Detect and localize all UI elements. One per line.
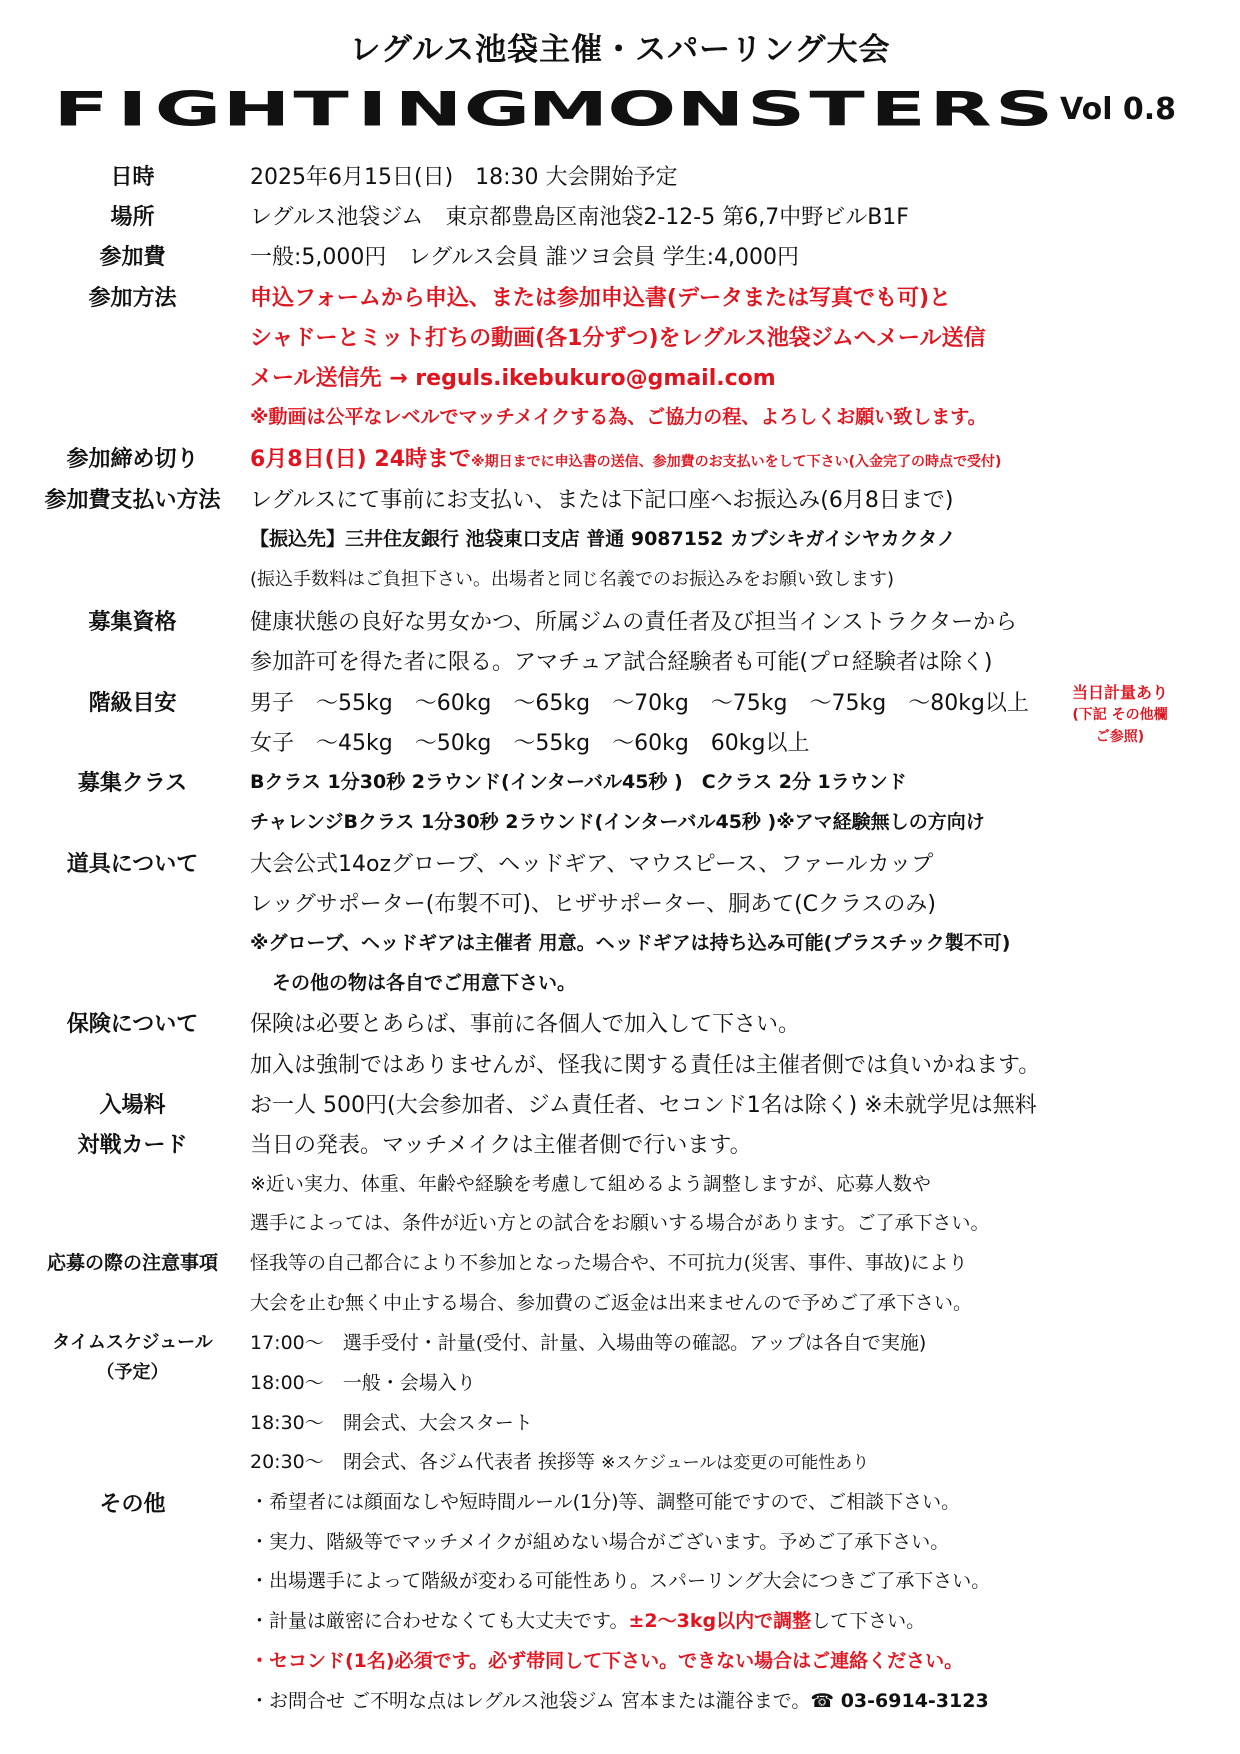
other-line4-c: して下さい。	[811, 1610, 926, 1632]
value-insurance-line1: 保険は必要とあらば、事前に各個人で加入して下さい。	[250, 1012, 801, 1037]
label-venue: 場所	[110, 205, 155, 230]
event-title	[52, 81, 1054, 138]
value-schedule-2030	[250, 1447, 869, 1474]
value-insurance-line2: 加入は強制ではありませんが、怪我に関する責任は主催者側では負いかねます。	[250, 1053, 1041, 1078]
weight-note-line3: ご参照)	[1095, 729, 1145, 745]
value-venue: レグルス池袋ジム 東京都豊島区南池袋2-12-5 第6,7中野ビルB1F	[250, 205, 909, 230]
label-eligibility: 募集資格	[88, 610, 177, 635]
value-payment-note: (振込手数料はご負担下さい。出場者と同じ名義でのお振込みをお願い致します)	[250, 569, 895, 590]
title-letter: H	[222, 81, 291, 138]
title-letter: G	[154, 81, 222, 138]
label-payment: 参加費支払い方法	[44, 488, 221, 513]
value-card-line3: 選手によっては、条件が近い方との試合をお願いする場合があります。ご了承下さい。	[250, 1212, 990, 1234]
value-class-line2: チャレンジBクラス 1分30秒 2ラウンド(インターバル45秒 )※アマ経験無しの方向け	[250, 811, 985, 833]
value-other-line6	[250, 1686, 989, 1713]
value-method-line1: 申込フォームから申込、または参加申込書(データまたは写真でも可)と	[250, 286, 952, 311]
value-schedule-1700: 17:00～ 選手受付・計量(受付、計量、入場曲等の確認。アップは各自で実施)	[250, 1332, 927, 1354]
title-letter: S	[746, 81, 806, 138]
label-method: 参加方法	[88, 286, 177, 311]
schedule-change-note: ※スケジュールは変更の可能性あり	[601, 1453, 870, 1473]
schedule-2030-text: 20:30～ 閉会式、各ジム代表者 挨拶等	[250, 1451, 602, 1473]
title-letter: M	[527, 81, 609, 138]
label-other: その他	[99, 1492, 166, 1517]
other-line6-contact: ・お問合せ ご不明な点はレグルス池袋ジム 宮本または瀧谷まで。	[250, 1690, 811, 1712]
title-letter: T	[293, 81, 349, 138]
label-equipment: 道具について	[66, 852, 199, 877]
title-letter: F	[53, 81, 109, 138]
event-subtitle: レグルス池袋主催・スパーリング大会	[349, 32, 891, 68]
title-letter: O	[606, 81, 676, 138]
value-method-note: ※動画は公平なレベルでマッチメイクする為、ご協力の程、よろしくお願い致します。	[250, 406, 987, 428]
value-eligibility-line2: 参加許可を得た者に限る。アマチュア試合経験者も可能(プロ経験者は除く)	[250, 650, 993, 675]
weight-note-line1: 当日計量あり	[1071, 683, 1168, 702]
label-insurance: 保険について	[66, 1012, 199, 1037]
label-notes: 応募の際の注意事項	[46, 1252, 218, 1274]
title-letter: R	[929, 81, 992, 138]
value-class-line1: Bクラス 1分30秒 2ラウンド(インターバル45秒 ) Cクラス 2分 1ラウンド	[250, 771, 907, 793]
value-equipment-line1: 大会公式14ozグローブ、ヘッドギア、マウスピース、ファールカップ	[250, 852, 934, 877]
other-line4-a: ・計量は厳密に合わせなくても大丈夫です。	[250, 1610, 629, 1632]
label-weight: 階級目安	[88, 691, 177, 716]
value-admission: お一人 500円(大会参加者、ジム責任者、セコンド1名は除く) ※未就学児は無料	[250, 1093, 1037, 1118]
value-other-line3: ・出場選手によって階級が変わる可能性あり。スパーリング大会につきご了承下さい。	[250, 1570, 991, 1592]
value-deadline	[250, 442, 1001, 473]
value-other-line4	[250, 1606, 925, 1633]
label-admission: 入場料	[99, 1093, 166, 1118]
value-card-line2: ※近い実力、体重、年齢や経験を考慮して組めるよう調整しますが、応募人数や	[250, 1173, 931, 1195]
title-letter: I	[357, 81, 388, 138]
value-bank-account: 【振込先】三井住友銀行 池袋東口支店 普通 9087152 カブシキガイシヤカクタノ	[250, 528, 956, 550]
deadline-note: ※期日までに申込書の送信、参加費のお支払いをして下さい(入金完了の時点で受付)	[471, 454, 1002, 470]
value-method-line2: シャドーとミット打ちの動画(各1分ずつ)をレグルス池袋ジムへメール送信	[250, 326, 986, 351]
value-schedule-1830: 18:30～ 開会式、大会スタート	[250, 1412, 533, 1434]
value-eligibility-line1: 健康状態の良好な男女かつ、所属ジムの責任者及び担当インストラクターから	[250, 610, 1018, 635]
value-fee: 一般:5,000円 レグルス会員 誰ツヨ会員 学生:4,000円	[250, 245, 800, 270]
title-letter: E	[869, 81, 926, 138]
value-equipment-line2: レッグサポーター(布製不可)、ヒザサポーター、胴あて(Cクラスのみ)	[250, 892, 936, 917]
value-other-line2: ・実力、階級等でマッチメイクが組めない場合がございます。予めご了承下さい。	[250, 1531, 950, 1553]
value-schedule-1800: 18:00～ 一般・会場入り	[250, 1372, 476, 1394]
label-class: 募集クラス	[77, 771, 188, 796]
title-letter: N	[676, 81, 745, 138]
label-deadline: 参加締め切り	[66, 447, 199, 472]
value-weight-women: 女子 ～45kg ～50kg ～55kg ～60kg 60kg以上	[250, 731, 810, 756]
weight-side-note	[1040, 682, 1200, 748]
other-line4-weight-tolerance: ±2～3kg以内で調整	[628, 1610, 812, 1632]
value-weight-men: 男子 ～55kg ～60kg ～65kg ～70kg ～75kg ～75kg ～80kg以上	[250, 691, 1029, 716]
title-letter: S	[994, 81, 1054, 138]
value-method-email[interactable]: メール送信先 → reguls.ikebukuro@gmail.com	[250, 366, 776, 391]
weight-note-line2: (下記 その他欄	[1072, 707, 1168, 723]
value-other-line1: ・希望者には顔面なしや短時間ルール(1分)等、調整可能ですので、ご相談下さい。	[250, 1491, 961, 1513]
volume-label: Vol 0.8	[1060, 92, 1177, 127]
value-equipment-note1: ※グローブ、ヘッドギアは主催者 用意。ヘッドギアは持ち込み可能(プラスチック製不可)	[250, 932, 1011, 954]
value-payment-line1: レグルスにて事前にお支払い、または下記口座へお振込み(6月8日まで)	[250, 488, 954, 513]
value-other-line5: ・セコンド(1名)必須です。必ず帯同して下さい。できない場合はご連絡ください。	[250, 1650, 964, 1672]
value-card-line1: 当日の発表。マッチメイクは主催者側で行います。	[250, 1133, 752, 1158]
label-schedule-tentative: （予定）	[96, 1362, 169, 1383]
title-letter: T	[809, 81, 866, 138]
label-card: 対戦カード	[77, 1133, 188, 1158]
value-date: 2025年6月15日(日) 18:30 大会開始予定	[250, 165, 678, 190]
value-notes-line2: 大会を止む無く中止する場合、参加費のご返金は出来ませんので予めご了承下さい。	[250, 1292, 973, 1314]
value-notes-line1: 怪我等の自己都合により不参加となった場合や、不可抗力(災害、事件、事故)により	[250, 1252, 968, 1274]
label-fee: 参加費	[99, 245, 166, 270]
title-word-monsters	[527, 81, 1055, 138]
value-equipment-note2: その他の物は各自でご用意下さい。	[272, 972, 577, 994]
deadline-date: 6月8日(日) 24時まで	[250, 447, 471, 472]
title-letter: G	[463, 81, 531, 138]
phone-number[interactable]: ☎ 03-6914-3123	[810, 1690, 989, 1712]
label-date: 日時	[110, 165, 155, 190]
title-letter: I	[117, 81, 148, 138]
title-word-fighting	[52, 81, 531, 138]
label-schedule: タイムスケジュール	[52, 1332, 213, 1353]
title-letter: N	[394, 81, 463, 138]
